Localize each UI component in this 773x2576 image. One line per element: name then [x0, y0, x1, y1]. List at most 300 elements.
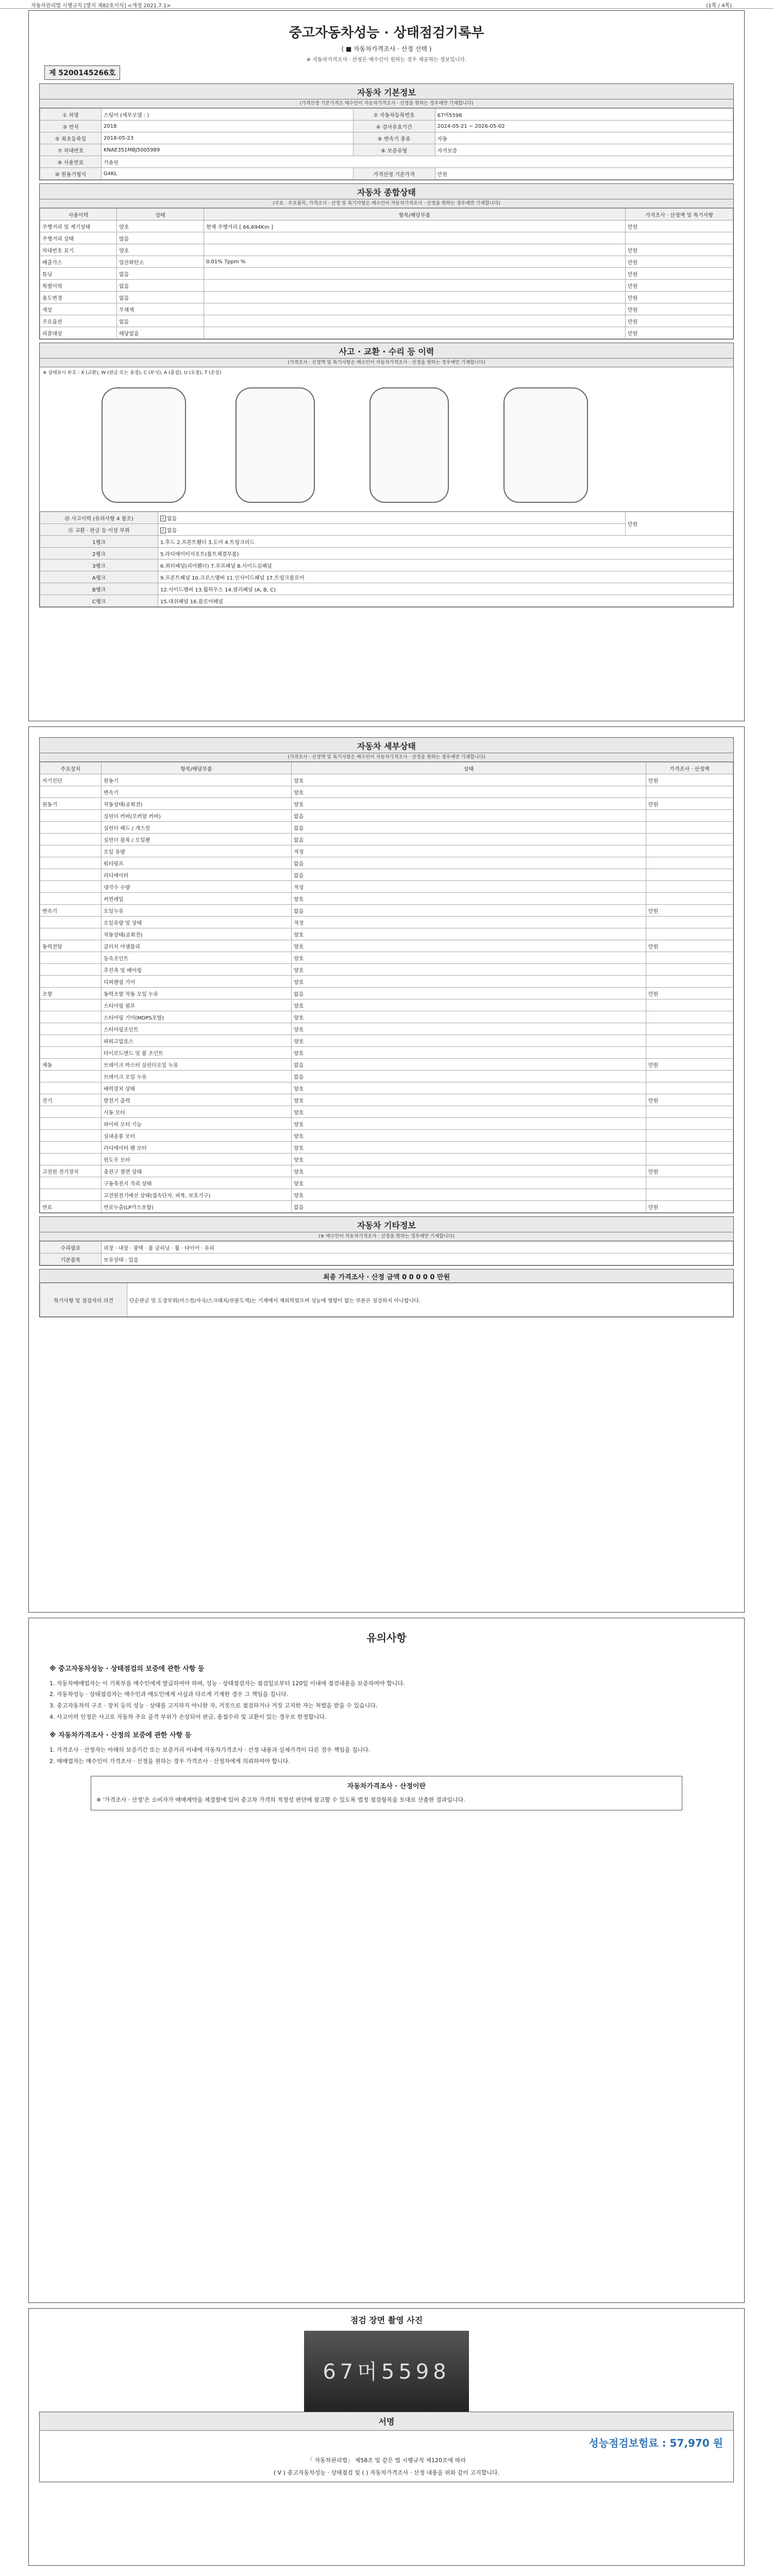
cell-detail — [204, 292, 626, 303]
rank-items: 9.프론트패널 10.크로스멤버 11.인사이드패널 17.트렁크플로어 — [158, 571, 733, 583]
page-indicator: (1쪽 / 4쪽) — [706, 3, 732, 9]
table-row — [40, 268, 733, 280]
cell-group — [40, 1035, 102, 1047]
cell-group — [40, 976, 102, 988]
table-row — [40, 1023, 733, 1035]
document-number: 제 5200145266호 — [44, 65, 120, 80]
cell-state: 양호 — [292, 976, 646, 988]
car-top-view — [236, 387, 315, 503]
cell-group — [40, 869, 102, 881]
notice-heading-2: ※ 자동차가격조사 · 산정의 보증에 관한 사항 등 — [49, 1732, 192, 1740]
cell-part: 실내송풍 모터 — [102, 1130, 292, 1142]
cell-detail — [204, 244, 626, 256]
cell-state: 없음 — [292, 1071, 646, 1082]
cell-price — [646, 1071, 733, 1082]
cell-item: 주요옵션 — [40, 315, 117, 327]
cell-price: 만원 — [646, 774, 733, 786]
document-note: ※ 자동차가격조사 · 산정은 매수인이 원하는 경우 제공하는 정보입니다. — [306, 57, 467, 63]
cell-group: 조향 — [40, 988, 102, 999]
notice-item: 2. 매매업자는 매수인이 가격조사 · 산정을 원하는 경우 가격조사 · 산정자에게 의뢰하여야 합니다. — [49, 1757, 290, 1765]
cell-state: 양호 — [292, 798, 646, 810]
cell-price — [646, 857, 733, 869]
table-row — [40, 940, 733, 952]
cell-price: 만원 — [646, 798, 733, 810]
value: 가솔린 — [102, 156, 733, 168]
general-status-table — [40, 208, 733, 339]
cell-state: 양호 — [292, 1165, 646, 1177]
cell-price — [646, 834, 733, 845]
table-row — [40, 1253, 733, 1265]
cell-group: 전기 — [40, 1094, 102, 1106]
label: ③ 연식 — [40, 121, 102, 132]
cell-part: 구동축전지 격리 상태 — [102, 1177, 292, 1189]
cell-price — [646, 999, 733, 1011]
photos-area — [29, 2326, 744, 2418]
cell-part: 실린더 블록 / 오일팬 — [102, 834, 292, 845]
value: 67머5598 — [435, 109, 733, 121]
table-row — [40, 964, 733, 976]
cell-state: 적정 — [292, 917, 646, 928]
cell-state: 양호 — [292, 1189, 646, 1201]
table-row — [40, 774, 733, 786]
accident-legend: ※ 상태표시 부호 : X (교환), W (판금 또는 용접), C (부식), A (흠집), U (요철), T (손상) — [43, 370, 222, 376]
cell-group — [40, 1047, 102, 1059]
cell-price: 만원 — [626, 303, 733, 315]
label: ⑳ 사고이력 (유의사항 4 참조) — [40, 512, 158, 524]
cell-group — [40, 1177, 102, 1189]
table-row — [40, 857, 733, 869]
cell-group: 원동기 — [40, 798, 102, 810]
cell-group — [40, 822, 102, 834]
cell-state: 양호 — [292, 940, 646, 952]
cell-part: 추진축 및 베어링 — [102, 964, 292, 976]
cell-price — [646, 1142, 733, 1154]
cell-part: 발전기 출력 — [102, 1094, 292, 1106]
cell-state: 없음 — [292, 857, 646, 869]
checkbox-icon: ✓ — [160, 516, 166, 521]
cell-part: 연료누출(LP가스포함) — [102, 1201, 292, 1213]
detail-sub: (가격조사 · 산정액 및 특기사항은 매수인이 자동차가격조사 · 산정을 원하는 경우에만 기재합니다) — [40, 753, 733, 762]
cell-state: 없음 — [117, 280, 204, 292]
label: ⑥ 변속기 종류 — [353, 132, 435, 144]
cell-group — [40, 786, 102, 798]
label: ④ 검사유효기간 — [353, 121, 435, 132]
table-row — [40, 583, 733, 595]
table-row — [40, 1283, 733, 1317]
table-row — [40, 327, 733, 339]
cell-part: 오일 유량 — [102, 845, 292, 857]
cell-detail — [204, 327, 626, 339]
cell-part: 냉각수 수량 — [102, 881, 292, 893]
document-subtitle: ( ■ 자동차가격조사 · 산정 선택 ) — [341, 45, 432, 53]
page-3 — [28, 1618, 745, 2303]
table-row — [40, 1201, 733, 1213]
cell-group: 자기진단 — [40, 774, 102, 786]
signature-header: 서명 — [40, 2412, 733, 2431]
cell-price: 만원 — [646, 1201, 733, 1213]
cell-price — [646, 845, 733, 857]
cell-item: 용도변경 — [40, 292, 117, 303]
cell-part: 작동상태(공회전) — [102, 928, 292, 940]
label: 특기사항 및 점검자의 의견 — [40, 1283, 127, 1317]
cell-price: 만원 — [626, 315, 733, 327]
cell-price: 만원 — [626, 268, 733, 280]
cell-group — [40, 845, 102, 857]
cell-price: 만원 — [626, 256, 733, 268]
table-row — [40, 798, 733, 810]
other-info-section — [39, 1216, 734, 1266]
cell-state: 양호 — [292, 893, 646, 905]
table-row — [40, 834, 733, 845]
cell-price — [646, 1118, 733, 1130]
car-diagram — [40, 377, 733, 512]
notice-item: 1. 가격조사 · 산정자는 아래의 보증기간 또는 보증거리 이내에 자동차가격조사 · 산정 내용과 실제가격이 다른 경우 책임을 집니다. — [49, 1746, 371, 1753]
cell-group — [40, 1082, 102, 1094]
cell-price: 만원 — [626, 327, 733, 339]
label: ② 자동차등록번호 — [353, 109, 435, 121]
footer-line-2: ( V ) 중고자동차성능 · 상태점검 및 ( ) 자동차가격조사 · 산정 내용을 위와 같이 고지합니다. — [273, 2469, 500, 2476]
table-row — [40, 109, 733, 121]
cell-price — [646, 786, 733, 798]
column-header: 가격조사 · 산정액 — [646, 762, 733, 774]
cell-part: 윈도우 모터 — [102, 1154, 292, 1165]
cell-state: 많음 — [117, 232, 204, 244]
table-row — [40, 1189, 733, 1201]
cell-state: 양호 — [292, 999, 646, 1011]
cell-part: 충전구 절연 상태 — [102, 1165, 292, 1177]
cell-group — [40, 999, 102, 1011]
table-row — [40, 976, 733, 988]
notice-item: 4. 사고이력 인정은 사고로 자동차 주요 골격 부위가 손상되어 판금, 용접수리 및 교환이 있는 경우로 한정합니다. — [49, 1713, 327, 1720]
cell-item: 특별이력 — [40, 280, 117, 292]
cell-group: 제동 — [40, 1059, 102, 1071]
notice-box-title: 자동차가격조사 · 산정이란 — [347, 1783, 426, 1791]
cell-price — [646, 1154, 733, 1165]
cell-state: 없음 — [292, 834, 646, 845]
car-underbody-view — [369, 387, 449, 503]
cell-item: 주행거리 상태 — [40, 232, 117, 244]
table-row — [40, 168, 733, 180]
cell-price — [646, 1189, 733, 1201]
notice-body — [29, 1645, 744, 1831]
final-price-title: 최종 가격조사 · 산정 금액 — [323, 1274, 400, 1281]
column-header: 상태 — [117, 209, 204, 221]
checkbox-icon: ✓ — [160, 528, 166, 533]
top-bar — [0, 0, 773, 9]
other-info-header: 자동차 기타정보 — [40, 1217, 733, 1232]
cell-group — [40, 1011, 102, 1023]
value: 단순판금 및 도장부위(미스컷/자국/스크래치/부분도색)는 기재에서 제외하였으며 성능에 영향이 없는 부분은 점검하지 아니합니다. — [127, 1283, 733, 1317]
cell-state: 없음 — [292, 905, 646, 917]
value: 보유상태 : 있음 — [102, 1253, 733, 1265]
page-2 — [28, 726, 745, 1613]
table-row — [40, 1142, 733, 1154]
cell-price — [646, 1082, 733, 1094]
column-header: 가격조사 · 산정액 및 특기사항 — [626, 209, 733, 221]
cell-part: 오일누유 — [102, 905, 292, 917]
cell-state: 양호 — [292, 1142, 646, 1154]
document-title: 중고자동차성능 · 상태점검기록부 — [289, 25, 484, 41]
cell-detail — [204, 232, 626, 244]
column-header: 주요장치 — [40, 762, 102, 774]
cell-price — [646, 1177, 733, 1189]
cell-group — [40, 857, 102, 869]
cell-state: 양호 — [292, 964, 646, 976]
cell-part: 워터펌프 — [102, 857, 292, 869]
cell-price — [646, 1047, 733, 1059]
table-row — [40, 1071, 733, 1082]
cell-state: 양호 — [292, 1047, 646, 1059]
cell-price: 만원 — [646, 1059, 733, 1071]
cell-state: 양호 — [292, 1106, 646, 1118]
value: 스팅어 (세부모델 : ) — [102, 109, 354, 121]
cell-part: 고전원전기배선 상태(접속단자, 피복, 보호기구) — [102, 1189, 292, 1201]
table-row — [40, 999, 733, 1011]
table-row — [40, 1177, 733, 1189]
rank-label: C랭크 — [40, 595, 158, 607]
cell-group — [40, 810, 102, 822]
column-header: 항목/해당부품 — [102, 762, 292, 774]
cell-state: 없음 — [292, 869, 646, 881]
cell-item: 배출가스 — [40, 256, 117, 268]
label: ⑧ 보증유형 — [353, 144, 435, 156]
column-header: 사용이력 — [40, 209, 117, 221]
notice-box — [91, 1776, 682, 1810]
table-row — [40, 1094, 733, 1106]
label: ⑩ 원동기형식 — [40, 168, 102, 180]
notice-item: 3. 중고자동차의 구조 · 장치 등의 성능 · 상태를 고지하지 아니한 자, 거짓으로 점검하거나 거짓 고지한 자는 처벌을 받을 수 있습니다. — [49, 1702, 378, 1709]
cell-state: 양호 — [292, 1082, 646, 1094]
cell-price — [646, 893, 733, 905]
cell-state: 양호 — [292, 786, 646, 798]
form-citation: 자동차관리법 시행규칙 [별지 제82호서식] <개정 2021.7.1> — [31, 3, 171, 9]
cell-state: 없음 — [292, 988, 646, 999]
table-row — [40, 315, 733, 327]
notice-item: 1. 자동차매매업자는 이 기록부를 매수인에게 발급하여야 하며, 성능 · 상태점검자는 점검일로부터 120일 이내에 점검내용을 보증하여야 합니다. — [49, 1680, 405, 1687]
cell-part: 등속조인트 — [102, 952, 292, 964]
cell-part: 타이로드엔드 및 볼 조인트 — [102, 1047, 292, 1059]
value-text: 없음 — [167, 516, 177, 522]
cell-group — [40, 1118, 102, 1130]
detail-table — [40, 762, 733, 1213]
basic-info-section — [39, 83, 734, 180]
photos-title: 점검 장면 촬영 사진 — [350, 2315, 423, 2325]
table-row — [40, 1011, 733, 1023]
table-row — [40, 132, 733, 144]
cell-price — [626, 232, 733, 244]
cell-part: 동력조향 작동 오일 누유 — [102, 988, 292, 999]
insurance-fee: 성능점검보험료 : 57,970 원 — [589, 2437, 723, 2449]
cell-part: 작동상태(공회전) — [102, 798, 292, 810]
cell-price — [646, 976, 733, 988]
detail-header: 자동차 세부상태 — [40, 738, 733, 753]
cell-price — [646, 952, 733, 964]
column-header: 항목/해당부품 — [204, 209, 626, 221]
cell-part: 스티어링 기어(MDPS포함) — [102, 1011, 292, 1023]
cell-item: 리콜대상 — [40, 327, 117, 339]
cell-state: 양호 — [292, 928, 646, 940]
notice-title: 유의사항 — [366, 1632, 407, 1644]
cell-state: 적정 — [292, 845, 646, 857]
rank-items: 15.대쉬패널 16.플로어패널 — [158, 595, 733, 607]
cell-price — [646, 881, 733, 893]
cell-part: 클러치 어셈블리 — [102, 940, 292, 952]
cell-group — [40, 1071, 102, 1082]
cell-group — [40, 834, 102, 845]
table-row — [40, 571, 733, 583]
cell-state: 양호 — [292, 1118, 646, 1130]
cell-price: 만원 — [626, 292, 733, 303]
rank-items: 5.라디에이터서포트(볼트체결부품) — [158, 548, 733, 560]
cell-group — [40, 1189, 102, 1201]
cell-part: 브레이크 오일 누유 — [102, 1071, 292, 1082]
cell-price — [646, 1130, 733, 1142]
cell-state: 없음 — [117, 268, 204, 280]
final-price-value: 0 0 0 0 0 만원 — [402, 1274, 450, 1281]
final-price-section — [39, 1269, 734, 1317]
cell-group — [40, 1106, 102, 1118]
cell-item: 색상 — [40, 303, 117, 315]
cell-price: 만원 — [646, 1094, 733, 1106]
table-row — [40, 560, 733, 571]
table-row — [40, 221, 733, 232]
cell-price — [646, 928, 733, 940]
cell-detail — [204, 280, 626, 292]
rank-label: 1랭크 — [40, 536, 158, 548]
cell-part: 원동기 — [102, 774, 292, 786]
cell-detail — [204, 315, 626, 327]
cell-price: 만원 — [646, 905, 733, 917]
cell-part: 커먼레일 — [102, 893, 292, 905]
label: ① 차명 — [40, 109, 102, 121]
cell-detail — [204, 303, 626, 315]
cell-detail: 현재 주행거리 [ 66,694Km ] — [204, 221, 626, 232]
table-row — [40, 512, 733, 524]
cell-state: 해당없음 — [117, 327, 204, 339]
cell-state: 적정 — [292, 881, 646, 893]
label: ⑤ 최초등록일 — [40, 132, 102, 144]
table-row — [40, 952, 733, 964]
cell-item: 튜닝 — [40, 268, 117, 280]
cell-price — [646, 869, 733, 881]
table-row — [40, 1035, 733, 1047]
cell-state: 없음 — [292, 1201, 646, 1213]
other-info-sub: (※ 매수인이 자동차가격조사 · 산정을 원하는 경우에만 기재합니다) — [40, 1232, 733, 1241]
cell-group — [40, 1023, 102, 1035]
price: 만원 — [626, 512, 733, 536]
table-row — [40, 1165, 733, 1177]
table-row — [40, 536, 733, 548]
notice-list-2 — [49, 1745, 724, 1766]
cell-state: 양호 — [292, 1094, 646, 1106]
notice-item: 2. 자동차성능 · 상태점검자는 매수인과 매도인에게 사실과 다르게 기재한 경우 그 책임을 집니다. — [49, 1691, 289, 1698]
basic-info-sub: (가격산정 기준가격은 매수인이 자동차가격조사 · 산정을 원하는 경우에만 기재합니다) — [40, 99, 733, 108]
label: 가격산정 기준가격 — [353, 168, 435, 180]
table-row — [40, 548, 733, 560]
cell-state: 양호 — [292, 1023, 646, 1035]
table-row — [40, 917, 733, 928]
cell-group — [40, 1130, 102, 1142]
notice-box-text: ※ '가격조사 · 산정'은 소비자가 매매계약을 체결함에 있어 중고차 가격의 적정성 판단에 참고할 수 있도록 법정 점검항목을 토대로 산출한 결과입니다. — [96, 1796, 465, 1803]
table-header-row — [40, 762, 733, 774]
cell-group — [40, 952, 102, 964]
cell-group: 고전원 전기장치 — [40, 1165, 102, 1177]
table-row — [40, 905, 733, 917]
cell-price — [646, 1023, 733, 1035]
basic-info-table — [40, 108, 733, 180]
cell-part: 실린더 헤드 / 개스킷 — [102, 822, 292, 834]
cell-price: 만원 — [646, 940, 733, 952]
car-front-view — [102, 387, 186, 503]
table-row — [40, 893, 733, 905]
table-row — [40, 1154, 733, 1165]
cell-part: 와이퍼 모터 기능 — [102, 1118, 292, 1130]
cell-price: 만원 — [646, 1165, 733, 1177]
cell-group: 동력전달 — [40, 940, 102, 952]
table-row — [40, 1118, 733, 1130]
rank-items: 6.쿼터패널(리어휀더) 7.루프패널 8.사이드실패널 — [158, 560, 733, 571]
table-row — [40, 1047, 733, 1059]
cell-price: 만원 — [626, 244, 733, 256]
cell-price — [646, 822, 733, 834]
cell-price — [646, 1035, 733, 1047]
table-row — [40, 256, 733, 268]
cell-part: 라디에이터 — [102, 869, 292, 881]
cell-detail: 0.01% 7ppm % — [204, 256, 626, 268]
cell-part: 브레이크 마스터 실린더오일 누유 — [102, 1059, 292, 1071]
general-status-sub: (주요 · 주요품목, 가격조사 · 산정 및 특기사항은 매수인이 자동차가격조사 · 산정을 원하는 경우에만 기재합니다) — [40, 199, 733, 208]
table-row — [40, 1106, 733, 1118]
cell-part: 디퍼렌셜 기어 — [102, 976, 292, 988]
cell-state: 양호 — [292, 1154, 646, 1165]
table-row — [40, 1242, 733, 1253]
cell-state: 양호 — [292, 1011, 646, 1023]
label: ⑨ 사용연료 — [40, 156, 102, 168]
value: 자동 — [435, 132, 733, 144]
cell-group: 변속기 — [40, 905, 102, 917]
table-row — [40, 121, 733, 132]
value: 자가보증 — [435, 144, 733, 156]
rank-items: 12.사이드멤버 13.휠하우스 14.필러패널 (A, B, C) — [158, 583, 733, 595]
value: 외장 · 내장 · 광택 · 룸 클리닝 · 휠 · 타이어 · 유리 — [102, 1242, 733, 1253]
value — [158, 524, 626, 536]
table-row — [40, 1059, 733, 1071]
rank-label: 3랭크 — [40, 560, 158, 571]
cell-state: 양호 — [292, 952, 646, 964]
label: ㉑ 교환 · 판금 등 이상 부위 — [40, 524, 158, 536]
cell-detail — [204, 268, 626, 280]
front-plate-photo: 67머5598 — [304, 2331, 469, 2413]
value-text: 없음 — [167, 528, 177, 534]
cell-price: 만원 — [626, 221, 733, 232]
cell-price — [646, 964, 733, 976]
rank-items: 1.후드 2.프론트휀더 3.도어 4.트렁크리드 — [158, 536, 733, 548]
table-row — [40, 810, 733, 822]
table-row — [40, 595, 733, 607]
value: 만원 — [435, 168, 733, 180]
rank-label: A랭크 — [40, 571, 158, 583]
value: 2018 — [102, 121, 354, 132]
cell-group — [40, 1154, 102, 1165]
table-row — [40, 1082, 733, 1094]
accident-table — [40, 512, 733, 607]
table-row — [40, 822, 733, 834]
page-1 — [28, 10, 745, 721]
cell-group — [40, 881, 102, 893]
car-rear-view — [503, 387, 588, 503]
cell-state: 없음 — [292, 1059, 646, 1071]
cell-price — [646, 917, 733, 928]
